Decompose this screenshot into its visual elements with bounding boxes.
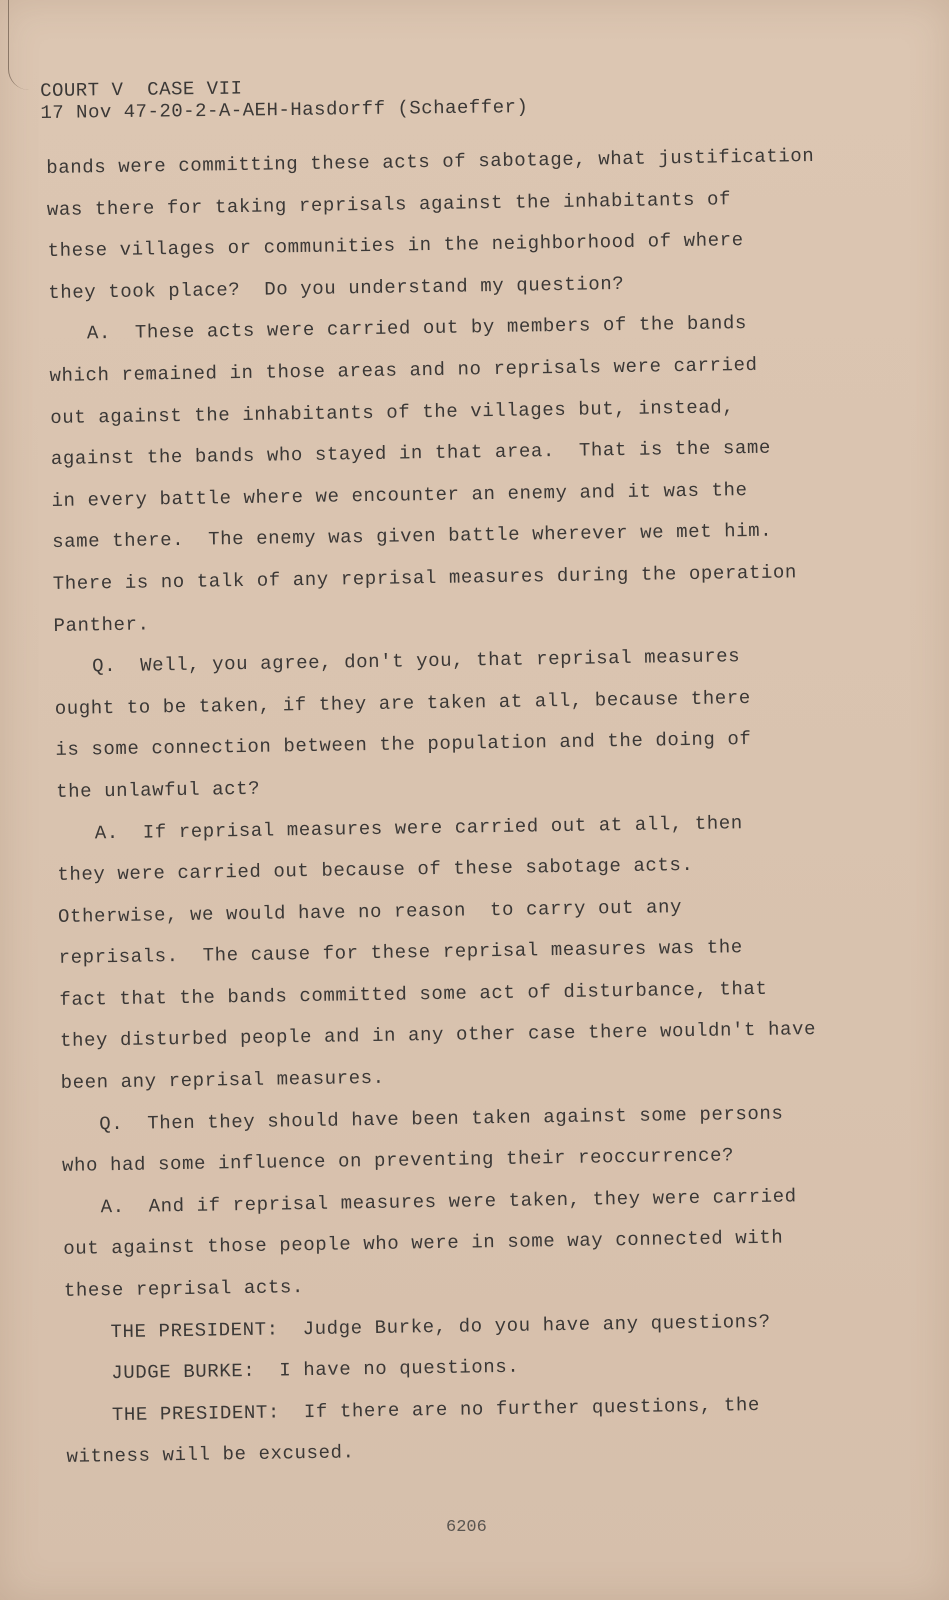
transcript-line: was there for taking reprisals against the inhabitants of: [46, 187, 732, 221]
transcript-line: who had some influence on preventing their reoccurrence?: [61, 1144, 735, 1178]
transcript-line: out against the inhabitants of the villages but, instead,: [50, 395, 735, 429]
transcript-line: out against those people who were in some way connected with: [63, 1226, 784, 1261]
transcript-line: is some connection between the population and the doing of: [55, 728, 752, 762]
transcript-line: they took place? Do you understand my question?: [48, 272, 625, 304]
transcript-line: these reprisal acts.: [63, 1276, 305, 1302]
transcript-line: Q. Well, you agree, don't you, that reprisal measures: [91, 645, 741, 678]
transcript-line: ought to be taken, if they are taken at all, because there: [54, 686, 752, 720]
transcript-body: [46, 135, 917, 1479]
transcript-line: they were carried out because of these sabotage acts.: [57, 854, 694, 887]
transcript-line: JUDGE BURKE: I have no questions.: [111, 1355, 520, 1385]
transcript-line: reprisals. The cause for these reprisal measures was the: [58, 936, 743, 970]
transcript-line: A. These acts were carried out by members of the bands: [86, 312, 748, 345]
transcript-line: Q. Then they should have been taken against some persons: [99, 1102, 784, 1135]
torn-edge: [8, 0, 29, 90]
transcript-line: A. And if reprisal measures were taken, they were carried: [100, 1185, 797, 1219]
transcript-line: in every battle where we encounter an enemy and it was the: [51, 478, 748, 512]
transcript-line: A. If reprisal measures were carried out at all, then: [94, 811, 743, 844]
transcript-line: witness will be excused.: [66, 1441, 355, 1469]
transcript-line: the unlawful act?: [55, 777, 261, 803]
transcript-line: which remained in those areas and no reprisals were carried: [49, 353, 758, 387]
header-court-case: COURT V CASE VII: [40, 77, 243, 102]
transcript-line: been any reprisal measures.: [60, 1066, 385, 1094]
transcript-line: Panther.: [53, 612, 150, 637]
transcript-line: THE PRESIDENT: Judge Burke, do you have any questions?: [110, 1310, 771, 1343]
transcript-line: THE PRESIDENT: If there are no further questions, the: [111, 1393, 761, 1426]
document-header: [40, 74, 528, 124]
transcript-line: same there. The enemy was given battle wherever we met him.: [52, 519, 773, 554]
transcript-line: they disturbed people and in any other case there wouldn't have: [59, 1018, 817, 1053]
header-date-reference: 17 Nov 47-20-2-A-AEH-Hasdorff (Schaeffer): [40, 96, 529, 124]
transcript-line: fact that the bands committed some act of disturbance, that: [59, 977, 768, 1011]
transcript-line: these villages or communities in the neighborhood of where: [47, 229, 744, 263]
transcript-line: against the bands who stayed in that area. That is the same: [50, 436, 772, 471]
page-number: 6206: [446, 1518, 487, 1537]
transcript-line: bands were committing these acts of sabotage, what justification: [46, 144, 815, 179]
transcript-line: There is no talk of any reprisal measures during the operation: [52, 561, 798, 595]
transcript-line: Otherwise, we would have no reason to carry out any: [57, 895, 683, 928]
